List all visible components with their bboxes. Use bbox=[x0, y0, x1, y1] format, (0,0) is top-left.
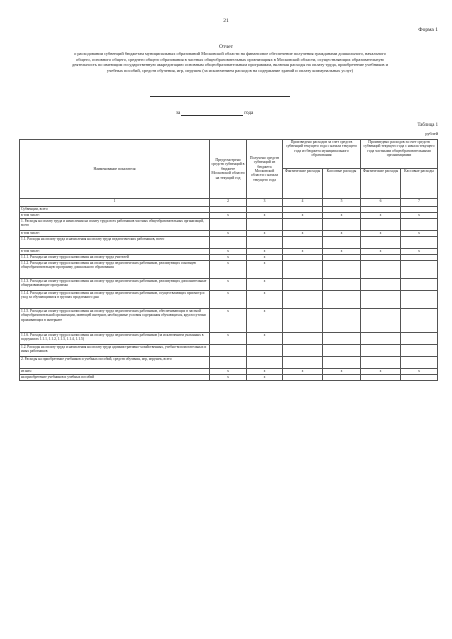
table-row bbox=[20, 219, 438, 231]
row-label: 1.1.4. Расходы на оплату труда и начисления на оплату труда педагогических работников, осуществляющих присмотр и уход за обучающимися в группах продленного дня bbox=[20, 291, 210, 309]
row-cell[interactable] bbox=[283, 309, 323, 333]
row-cell[interactable] bbox=[283, 237, 323, 249]
row-cell[interactable] bbox=[401, 237, 438, 249]
row-label: 1.1.2. Расходы на оплату труда и начисления на оплату труда педагогических работников, реализующих основную общеобразовательную программу дошкольного образования bbox=[20, 261, 210, 279]
row-label: в том числе: bbox=[20, 213, 210, 219]
row-cell: x bbox=[247, 231, 283, 237]
row-cell: x bbox=[247, 309, 283, 333]
row-cell[interactable] bbox=[283, 219, 323, 231]
period-prefix: за bbox=[176, 111, 181, 116]
row-label: 1.1.5. Расходы на оплату труда и начисления на оплату труда педагогических работников, обеспечивающих в частной общеобразовательной организации, имеющей интернат, необходимые условия содержания обучающихся, круглосуточно проживающих в интернате bbox=[20, 309, 210, 333]
row-cell: x bbox=[247, 369, 283, 375]
period-blank[interactable] bbox=[181, 111, 243, 116]
row-cell[interactable] bbox=[361, 357, 401, 369]
row-cell: x bbox=[323, 369, 361, 375]
table-row bbox=[20, 375, 438, 381]
header-received: Получено средств субвенций из бюджета Московской области с начала текущего года bbox=[247, 140, 283, 199]
row-cell[interactable] bbox=[247, 345, 283, 357]
row-cell: x bbox=[210, 375, 247, 381]
row-cell[interactable] bbox=[247, 237, 283, 249]
row-cell: x bbox=[361, 231, 401, 237]
row-cell: x bbox=[323, 213, 361, 219]
row-cell[interactable] bbox=[323, 333, 361, 345]
row-cell[interactable] bbox=[210, 237, 247, 249]
row-cell: x bbox=[323, 249, 361, 255]
header-group-municipal: Произведено расходов за счет средств субвенций текущего года с начала текущего года из бюджета муниципального образования bbox=[283, 140, 361, 169]
row-cell[interactable] bbox=[210, 357, 247, 369]
row-cell[interactable] bbox=[283, 357, 323, 369]
row-label: на приобретение учебников и учебных пособий bbox=[20, 375, 210, 381]
header-planned: Предусмотрено средств субвенций в бюджете Московской области на текущий год bbox=[210, 140, 247, 199]
row-label: 1.1.6. Расходы на оплату труда и начисления на оплату труда педагогических работников (за исключением указанных в подпунктах 1.1.1, 1.1.2, 1.1.3, 1.1.4, 1.1.5) bbox=[20, 333, 210, 345]
form-label: Форма 1 bbox=[418, 27, 438, 33]
row-cell: x bbox=[401, 249, 438, 255]
table-row bbox=[20, 345, 438, 357]
row-cell: x bbox=[210, 213, 247, 219]
heading-line: о расходовании субвенций бюджетам муниципальных образований Московской области на финансовое обеспечение получения гражданами дошкольного, начального bbox=[74, 51, 386, 56]
row-cell[interactable] bbox=[361, 309, 401, 333]
report-heading bbox=[30, 51, 430, 73]
row-cell: x bbox=[210, 231, 247, 237]
row-cell[interactable] bbox=[323, 219, 361, 231]
period-line bbox=[176, 111, 253, 116]
row-cell: x bbox=[283, 249, 323, 255]
table-row bbox=[20, 357, 438, 369]
column-number: 2 bbox=[210, 199, 247, 207]
header-cash-a: Кассовые расходы bbox=[323, 169, 361, 199]
row-cell[interactable] bbox=[401, 375, 438, 381]
column-number: 1 bbox=[20, 199, 210, 207]
row-cell[interactable] bbox=[361, 279, 401, 291]
row-cell: x bbox=[401, 213, 438, 219]
table-row bbox=[20, 261, 438, 279]
report-table bbox=[19, 139, 438, 381]
header-group-private: Произведено расходов за счет средств субвенций текущего года с начала текущего года частными общеобразовательными организациями bbox=[361, 140, 438, 169]
row-cell[interactable] bbox=[210, 345, 247, 357]
row-cell[interactable] bbox=[361, 219, 401, 231]
row-cell[interactable] bbox=[361, 333, 401, 345]
row-label: 1.1. Расходы на оплату труда и начисления на оплату труда педагогических работников, всего bbox=[20, 237, 210, 249]
row-cell[interactable] bbox=[361, 345, 401, 357]
row-cell: x bbox=[210, 333, 247, 345]
row-cell: x bbox=[247, 333, 283, 345]
row-label: 1.2. Расходы на оплату труда и начисления на оплату труда административно-хозяйственных, учебно-вспомогательных и иных работников bbox=[20, 345, 210, 357]
table-row bbox=[20, 237, 438, 249]
row-cell[interactable] bbox=[323, 261, 361, 279]
table-row bbox=[20, 279, 438, 291]
row-cell[interactable] bbox=[247, 357, 283, 369]
row-cell: x bbox=[283, 369, 323, 375]
heading-line: деятельность по имеющим государственную аккредитацию основным общеобразовательным программам, включая расходы на оплату труда, приобретение учебников и bbox=[72, 62, 388, 68]
row-cell[interactable] bbox=[401, 261, 438, 279]
row-cell: x bbox=[247, 375, 283, 381]
row-cell: x bbox=[247, 261, 283, 279]
column-number: 6 bbox=[361, 199, 401, 207]
table-row bbox=[20, 291, 438, 309]
row-cell: x bbox=[361, 249, 401, 255]
units-label: рублей bbox=[425, 131, 438, 136]
row-cell[interactable] bbox=[283, 345, 323, 357]
row-cell[interactable] bbox=[283, 279, 323, 291]
row-cell: x bbox=[210, 249, 247, 255]
row-cell[interactable] bbox=[401, 279, 438, 291]
row-cell: x bbox=[210, 291, 247, 309]
row-label: из них: bbox=[20, 369, 210, 375]
row-label: 2. Расходы на приобретение учебников и учебных пособий, средств обучения, игр, игрушек, всего bbox=[20, 357, 210, 369]
row-cell: x bbox=[247, 279, 283, 291]
row-cell[interactable] bbox=[323, 237, 361, 249]
row-cell[interactable] bbox=[210, 219, 247, 231]
row-cell: x bbox=[247, 213, 283, 219]
row-cell[interactable] bbox=[323, 375, 361, 381]
column-number: 5 bbox=[323, 199, 361, 207]
row-cell[interactable] bbox=[283, 333, 323, 345]
row-cell[interactable] bbox=[283, 261, 323, 279]
row-cell[interactable] bbox=[283, 375, 323, 381]
blank-line bbox=[150, 96, 290, 97]
row-cell: x bbox=[210, 369, 247, 375]
row-cell[interactable] bbox=[401, 333, 438, 345]
row-cell[interactable] bbox=[361, 291, 401, 309]
table-row bbox=[20, 309, 438, 333]
row-label: 1.1.1. Расходы на оплату труда и начисления на оплату труда учителей bbox=[20, 255, 210, 261]
column-number: 4 bbox=[283, 199, 323, 207]
row-cell[interactable] bbox=[247, 219, 283, 231]
row-cell[interactable] bbox=[283, 291, 323, 309]
column-number: 7 bbox=[401, 199, 438, 207]
row-label: в том числе: bbox=[20, 249, 210, 255]
row-cell: x bbox=[401, 369, 438, 375]
row-cell: x bbox=[283, 213, 323, 219]
period-suffix: года bbox=[244, 111, 254, 116]
table-row bbox=[20, 333, 438, 345]
row-cell[interactable] bbox=[401, 345, 438, 357]
row-cell: x bbox=[283, 231, 323, 237]
row-cell[interactable] bbox=[401, 309, 438, 333]
row-cell: x bbox=[210, 255, 247, 261]
row-label: 1.1.3. Расходы на оплату труда и начисления на оплату труда педагогических работников, реализующих дополнительные общеразвивающие программы bbox=[20, 279, 210, 291]
page-number: 21 bbox=[223, 18, 229, 24]
header-fact-b: Фактические расходы bbox=[361, 169, 401, 199]
row-cell: x bbox=[401, 231, 438, 237]
row-label: Субвенции, всего bbox=[20, 207, 210, 213]
row-cell: x bbox=[210, 279, 247, 291]
row-cell[interactable] bbox=[401, 291, 438, 309]
row-cell: x bbox=[210, 261, 247, 279]
row-cell[interactable] bbox=[323, 309, 361, 333]
row-cell: x bbox=[247, 255, 283, 261]
row-cell[interactable] bbox=[401, 357, 438, 369]
row-cell: x bbox=[247, 291, 283, 309]
header-fact-a: Фактические расходы bbox=[283, 169, 323, 199]
table-label: Таблица 1 bbox=[417, 123, 438, 128]
row-cell[interactable] bbox=[361, 375, 401, 381]
row-cell[interactable] bbox=[323, 357, 361, 369]
heading-line: учебных пособий, средств обучения, игр, игрушек (за исключением расходов на содержание зданий и оплату коммунальных услуг) bbox=[106, 67, 354, 73]
row-cell[interactable] bbox=[401, 219, 438, 231]
report-title: Отчет bbox=[219, 44, 233, 50]
row-cell: x bbox=[323, 231, 361, 237]
row-cell[interactable] bbox=[323, 291, 361, 309]
row-cell[interactable] bbox=[361, 261, 401, 279]
row-label: в том числе: bbox=[20, 231, 210, 237]
row-label: 1. Расходы на оплату труда и начисления на оплату труда всех работников частных общеобразовательных организаций, всего bbox=[20, 219, 210, 231]
header-name: Наименование показателя bbox=[20, 140, 210, 199]
row-cell[interactable] bbox=[323, 279, 361, 291]
column-number: 3 bbox=[247, 199, 283, 207]
row-cell[interactable] bbox=[361, 237, 401, 249]
row-cell: x bbox=[210, 309, 247, 333]
heading-line: общего, основного общего, среднего общего образования в частных общеобразовательных организациях в Московской области, осуществляющих образовательную bbox=[76, 56, 384, 62]
row-cell: x bbox=[361, 369, 401, 375]
header-cash-b: Кассовые расходы bbox=[401, 169, 438, 199]
row-cell: x bbox=[247, 249, 283, 255]
row-cell[interactable] bbox=[323, 345, 361, 357]
row-cell: x bbox=[361, 213, 401, 219]
